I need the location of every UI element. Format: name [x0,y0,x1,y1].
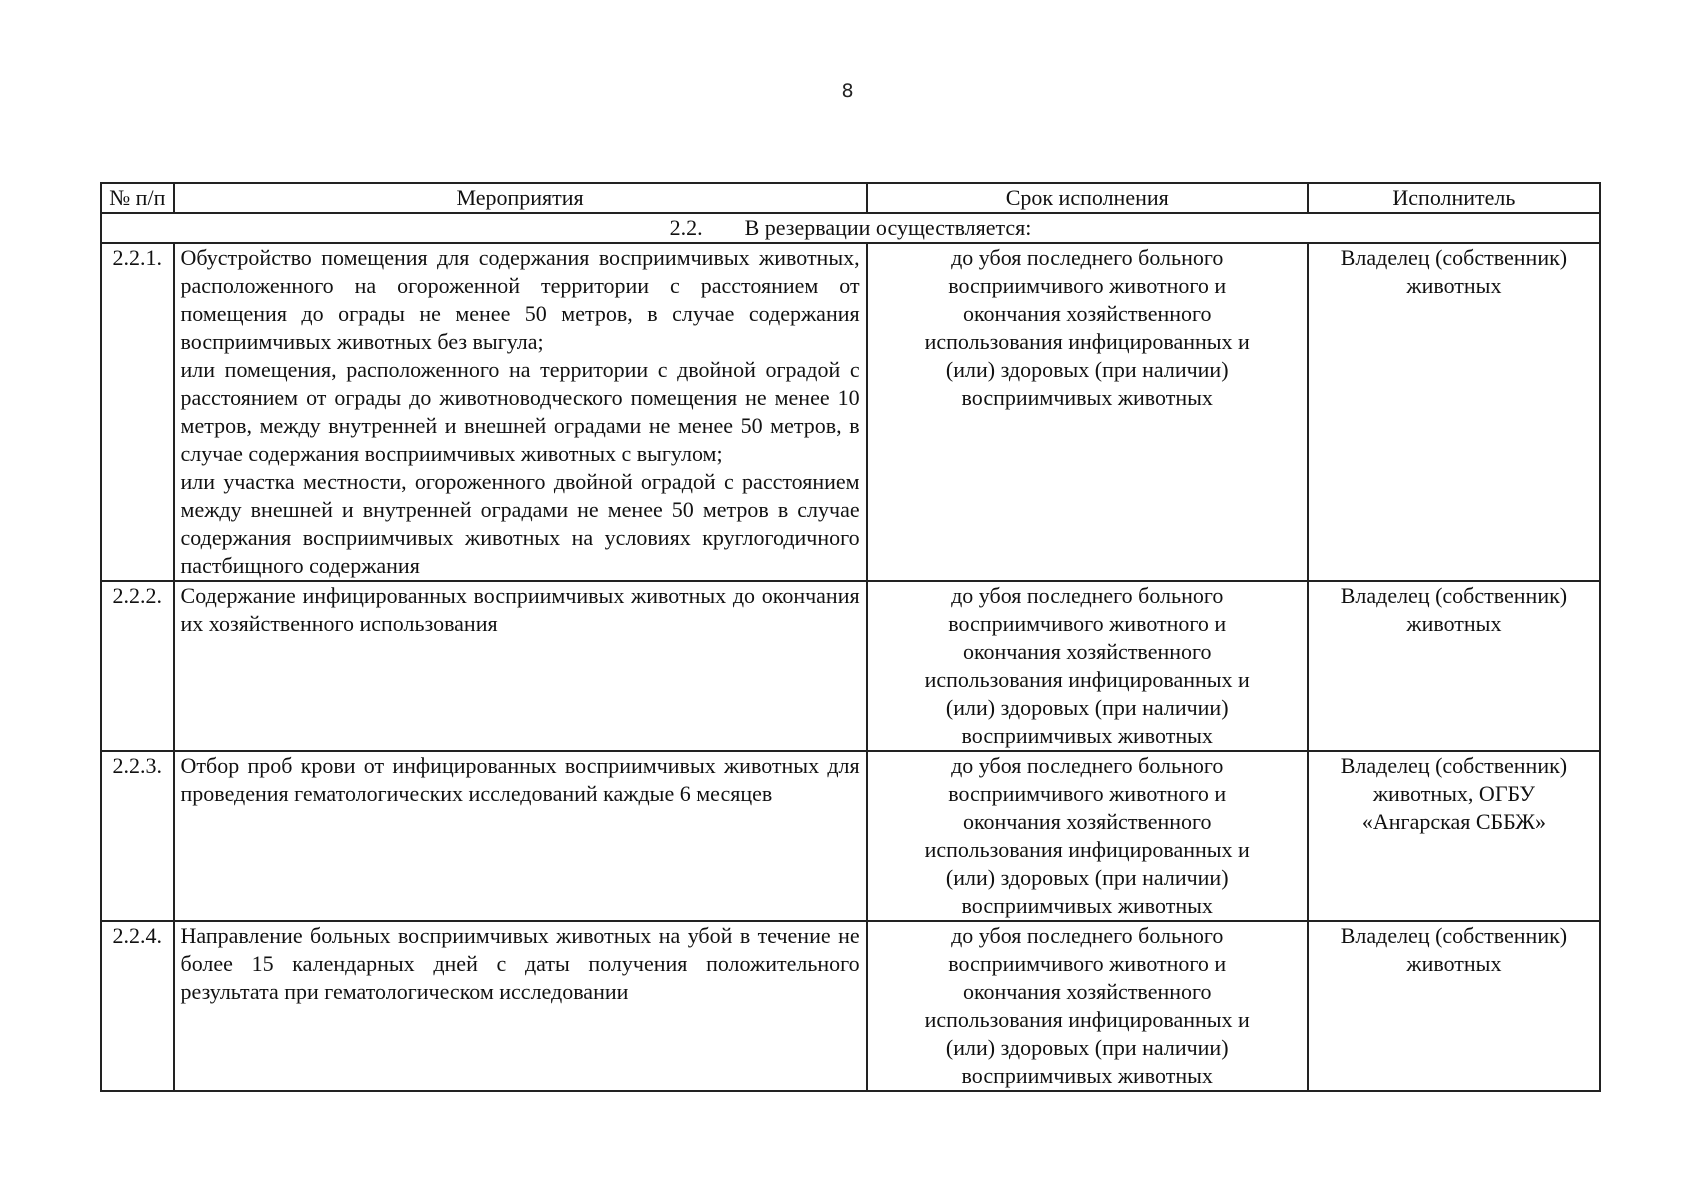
executor-line: Владелец (собственник) [1340,245,1568,270]
term-line: окончания хозяйственного [962,301,1212,326]
term-line: (или) здоровых (при наличии) [945,865,1229,890]
row-executor [1308,243,1600,581]
term-line: восприимчивых животных [961,723,1213,748]
row-executor [1308,581,1600,751]
header-num: № п/п [101,183,174,213]
measures-table [100,182,1601,1092]
term-line: до убоя последнего больного [951,245,1224,270]
row-number: 2.2.4. [101,921,174,1091]
row-term [867,581,1308,751]
row-activity [174,243,867,581]
term-line: использования инфицированных и [924,667,1250,692]
row-activity [174,581,867,751]
term-line: восприимчивого животного и [948,781,1227,806]
term-line: восприимчивых животных [961,385,1213,410]
term-line: окончания хозяйственного [962,639,1212,664]
row-executor [1308,921,1600,1091]
activity-paragraph: Обустройство помещения для содержания восприимчивых животных, расположенного на огороженной территории с расстоянием от помещения до ограды не менее 50 метров, в случае содержания восприимчивых животных без выгула; [180,245,860,354]
activity-paragraph: Направление больных восприимчивых животных на убой в течение не более 15 календарных дней с даты получения положительного результата при гематологическом исследовании [180,923,860,1004]
header-activity: Мероприятия [174,183,867,213]
header-term: Срок исполнения [867,183,1308,213]
activity-paragraph: Отбор проб крови от инфицированных восприимчивых животных для проведения гематологических исследований каждые 6 месяцев [180,753,860,806]
term-line: окончания хозяйственного [962,979,1212,1004]
row-executor [1308,751,1600,921]
section-title: В резервации осуществляется: [744,215,1032,240]
term-line: восприимчивых животных [961,893,1213,918]
term-line: до убоя последнего больного [951,753,1224,778]
table-row [101,243,1600,581]
section-row [101,213,1600,243]
term-line: (или) здоровых (при наличии) [945,695,1229,720]
executor-line: Владелец (собственник) [1340,583,1568,608]
table-header-row [101,183,1600,213]
term-line: восприимчивого животного и [948,951,1227,976]
term-line: использования инфицированных и [924,837,1250,862]
term-line: использования инфицированных и [924,329,1250,354]
table-row [101,581,1600,751]
executor-line: животных [1406,951,1502,976]
term-line: (или) здоровых (при наличии) [945,357,1229,382]
activity-paragraph: или участка местности, огороженного двойной оградой с расстоянием между внешней и внутренней оградами не менее 50 метров в случае содержания восприимчивых животных на условиях круглогодичного пастбищного содержания [180,469,860,578]
executor-line: Владелец (собственник) [1340,753,1568,778]
term-line: до убоя последнего больного [951,923,1224,948]
row-term [867,751,1308,921]
term-line: восприимчивого животного и [948,273,1227,298]
term-line: (или) здоровых (при наличии) [945,1035,1229,1060]
row-number: 2.2.3. [101,751,174,921]
row-number: 2.2.1. [101,243,174,581]
term-line: до убоя последнего больного [951,583,1224,608]
row-term [867,921,1308,1091]
executor-line: животных [1406,273,1502,298]
term-line: использования инфицированных и [924,1007,1250,1032]
term-line: окончания хозяйственного [962,809,1212,834]
executor-line: животных, ОГБУ [1372,781,1535,806]
executor-line: животных [1406,611,1502,636]
row-activity [174,751,867,921]
executor-line: Владелец (собственник) [1340,923,1568,948]
term-line: восприимчивых животных [961,1063,1213,1088]
section-heading [101,213,1600,243]
header-executor: Исполнитель [1308,183,1600,213]
table-row [101,921,1600,1091]
executor-line: «Ангарская СББЖ» [1361,809,1546,834]
row-activity [174,921,867,1091]
activity-paragraph: Содержание инфицированных восприимчивых животных до окончания их хозяйственного использования [180,583,860,636]
section-number: 2.2. [669,215,703,240]
activity-paragraph: или помещения, расположенного на территории с двойной оградой с расстоянием от ограды до животноводческого помещения не менее 10 метров, между внутренней и внешней оградами не менее 50 метров, в случае содержания восприимчивых животных с выгулом; [180,357,860,466]
row-number: 2.2.2. [101,581,174,751]
row-term [867,243,1308,581]
page-number: 8 [841,80,854,102]
term-line: восприимчивого животного и [948,611,1227,636]
table-row [101,751,1600,921]
